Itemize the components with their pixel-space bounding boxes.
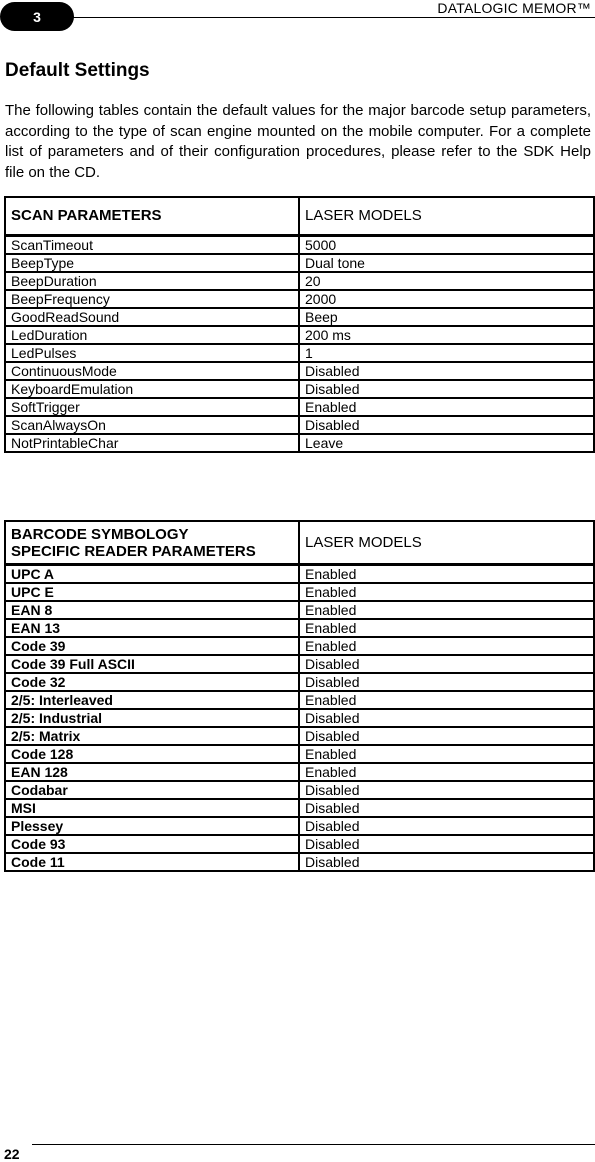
parameter-value: Disabled: [299, 817, 594, 835]
header-line-2: SPECIFIC READER PARAMETERS: [11, 542, 256, 560]
parameter-value: Disabled: [299, 655, 594, 673]
parameter-name: 2/5: Matrix: [5, 727, 299, 745]
parameter-name: Plessey: [5, 817, 299, 835]
table-row: [5, 781, 594, 799]
laser-models-header: LASER MODELS: [299, 521, 594, 565]
parameter-value: Disabled: [299, 673, 594, 691]
parameter-value: Disabled: [299, 835, 594, 853]
table-row: [5, 326, 594, 344]
parameter-name: ContinuousMode: [5, 362, 299, 380]
symbology-parameters-header: [5, 521, 299, 565]
parameter-value: 20: [299, 272, 594, 290]
parameter-name: EAN 128: [5, 763, 299, 781]
footer-rule: [32, 1144, 595, 1145]
parameter-value: Disabled: [299, 853, 594, 871]
table-header-row: [5, 521, 594, 565]
parameter-value: Disabled: [299, 709, 594, 727]
table-row: [5, 236, 594, 255]
parameter-value: 1: [299, 344, 594, 362]
parameter-name: KeyboardEmulation: [5, 380, 299, 398]
parameter-value: Disabled: [299, 362, 594, 380]
parameter-value: Enabled: [299, 398, 594, 416]
table-row: [5, 709, 594, 727]
parameter-value: 2000: [299, 290, 594, 308]
table-row: [5, 380, 594, 398]
parameter-value: Disabled: [299, 380, 594, 398]
parameter-value: Enabled: [299, 637, 594, 655]
section-heading: Default Settings: [5, 60, 150, 81]
table-row: [5, 362, 594, 380]
table-row: [5, 673, 594, 691]
table-row: [5, 763, 594, 781]
parameter-value: Enabled: [299, 691, 594, 709]
parameter-value: 200 ms: [299, 326, 594, 344]
parameter-name: LedPulses: [5, 344, 299, 362]
parameter-value: Enabled: [299, 619, 594, 637]
parameter-name: BeepFrequency: [5, 290, 299, 308]
parameter-value: Disabled: [299, 727, 594, 745]
table-row: [5, 583, 594, 601]
parameter-value: Enabled: [299, 763, 594, 781]
parameter-name: Codabar: [5, 781, 299, 799]
table-row: [5, 619, 594, 637]
parameter-value: Beep: [299, 308, 594, 326]
header-rule: [60, 17, 595, 18]
parameter-name: Code 11: [5, 853, 299, 871]
table-row: [5, 637, 594, 655]
parameter-value: Disabled: [299, 781, 594, 799]
table-row: [5, 727, 594, 745]
parameter-name: 2/5: Interleaved: [5, 691, 299, 709]
table-row: [5, 835, 594, 853]
table-row: [5, 398, 594, 416]
document-title: DATALOGIC MEMOR™: [437, 0, 591, 16]
parameter-name: BeepDuration: [5, 272, 299, 290]
parameter-value: Leave: [299, 434, 594, 452]
parameter-name: EAN 8: [5, 601, 299, 619]
table-row: [5, 254, 594, 272]
parameter-name: UPC A: [5, 565, 299, 584]
parameter-name: MSI: [5, 799, 299, 817]
parameter-name: Code 93: [5, 835, 299, 853]
table-row: [5, 745, 594, 763]
parameter-value: Disabled: [299, 416, 594, 434]
table-row: [5, 691, 594, 709]
table-header-row: [5, 197, 594, 236]
parameter-name: SoftTrigger: [5, 398, 299, 416]
parameter-name: Code 39: [5, 637, 299, 655]
scan-parameters-header: SCAN PARAMETERS: [5, 197, 299, 236]
table-row: [5, 308, 594, 326]
intro-paragraph: The following tables contain the default values for the major barcode setup parameters, according to the type of scan engine mounted on the mobile computer. For a complete list of parameters and of their configuration procedures, please refer to the SDK Help file on the CD.: [5, 102, 591, 181]
header-line-1: BARCODE SYMBOLOGY: [11, 525, 189, 543]
table-row: [5, 799, 594, 817]
table-row: [5, 290, 594, 308]
parameter-value: Enabled: [299, 601, 594, 619]
page-number: 22: [4, 1146, 20, 1162]
laser-models-header: LASER MODELS: [299, 197, 594, 236]
parameter-name: ScanTimeout: [5, 236, 299, 255]
table-row: [5, 655, 594, 673]
parameter-name: NotPrintableChar: [5, 434, 299, 452]
table-row: [5, 416, 594, 434]
table-row: [5, 272, 594, 290]
parameter-name: LedDuration: [5, 326, 299, 344]
parameter-value: Dual tone: [299, 254, 594, 272]
parameter-name: ScanAlwaysOn: [5, 416, 299, 434]
parameter-name: GoodReadSound: [5, 308, 299, 326]
parameter-value: Enabled: [299, 565, 594, 584]
parameter-name: Code 128: [5, 745, 299, 763]
parameter-name: UPC E: [5, 583, 299, 601]
table-row: [5, 344, 594, 362]
table-row: [5, 565, 594, 584]
parameter-value: Disabled: [299, 799, 594, 817]
parameter-name: 2/5: Industrial: [5, 709, 299, 727]
chapter-badge: 3: [0, 2, 74, 31]
parameter-value: Enabled: [299, 745, 594, 763]
table-row: [5, 817, 594, 835]
parameter-value: 5000: [299, 236, 594, 255]
barcode-symbology-table: [4, 520, 595, 872]
scan-parameters-table: [4, 196, 595, 453]
parameter-name: EAN 13: [5, 619, 299, 637]
parameter-value: Enabled: [299, 583, 594, 601]
table-row: [5, 434, 594, 452]
parameter-name: BeepType: [5, 254, 299, 272]
parameter-name: Code 32: [5, 673, 299, 691]
parameter-name: Code 39 Full ASCII: [5, 655, 299, 673]
table-row: [5, 601, 594, 619]
table-row: [5, 853, 594, 871]
